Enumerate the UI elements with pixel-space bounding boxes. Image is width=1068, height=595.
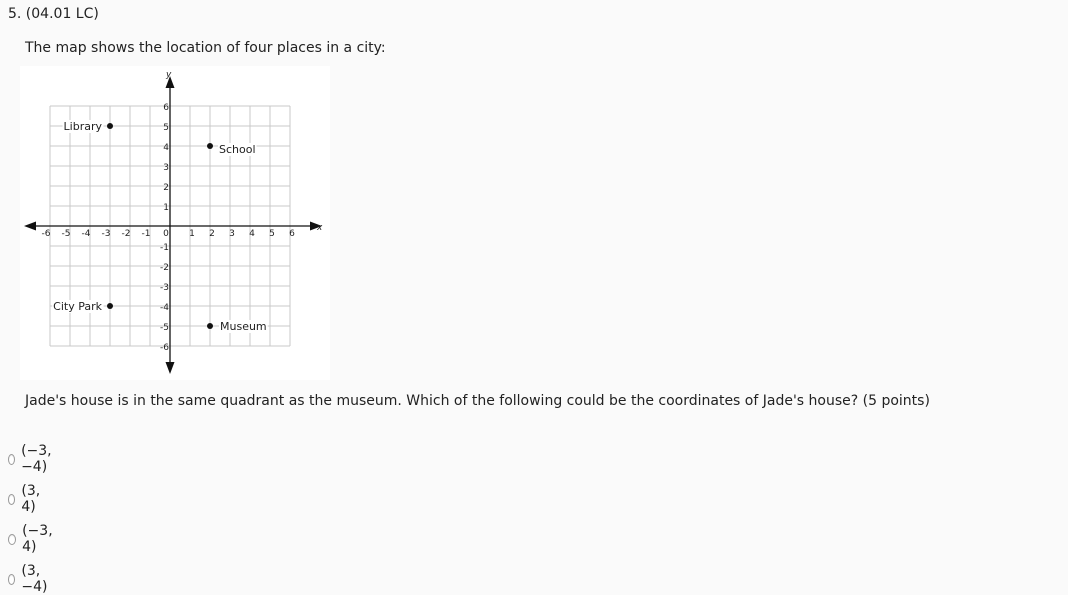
x-tick-label: 4 bbox=[249, 229, 255, 239]
point-label: Library bbox=[63, 120, 102, 133]
x-tick-label: 5 bbox=[269, 229, 275, 239]
y-tick-label: 6 bbox=[163, 103, 169, 113]
point-marker bbox=[107, 123, 113, 129]
question-prompt: The map shows the location of four places in a city: bbox=[25, 40, 386, 56]
x-tick-label: -2 bbox=[121, 229, 131, 239]
radio-button[interactable] bbox=[8, 494, 15, 505]
point-marker bbox=[207, 323, 213, 329]
choice-label: (−3, −4) bbox=[21, 443, 52, 475]
question-text: Jade's house is in the same quadrant as the museum. Which of the following could be the coordinates of Jade's house? (5 points) bbox=[25, 393, 930, 409]
choice-4[interactable] bbox=[8, 563, 51, 595]
y-tick-label: -4 bbox=[160, 303, 169, 313]
radio-button[interactable] bbox=[8, 574, 15, 585]
coordinate-map-svg bbox=[20, 66, 330, 380]
point-label: School bbox=[219, 143, 256, 156]
y-tick-label: 3 bbox=[163, 163, 169, 173]
x-tick-label: -5 bbox=[61, 229, 71, 239]
y-tick-label: 2 bbox=[163, 183, 169, 193]
x-tick-label: 0 bbox=[163, 229, 169, 239]
coordinate-map bbox=[20, 66, 330, 380]
radio-button[interactable] bbox=[8, 534, 16, 545]
choice-1[interactable] bbox=[8, 443, 56, 475]
x-tick-label: -1 bbox=[141, 229, 151, 239]
y-tick-label: -1 bbox=[160, 243, 169, 253]
y-tick-label: 5 bbox=[163, 123, 169, 133]
choice-label: (3, −4) bbox=[21, 563, 48, 595]
y-tick-label: -6 bbox=[160, 343, 169, 353]
x-tick-label: 2 bbox=[209, 229, 215, 239]
question-number: 5. (04.01 LC) bbox=[8, 6, 99, 22]
x-tick-label: -3 bbox=[101, 229, 111, 239]
choice-label: (−3, 4) bbox=[22, 523, 53, 555]
point-label: City Park bbox=[53, 300, 102, 313]
point-marker bbox=[207, 143, 213, 149]
y-tick-label: 4 bbox=[163, 143, 169, 153]
radio-button[interactable] bbox=[8, 454, 15, 465]
x-tick-label: 1 bbox=[189, 229, 195, 239]
x-axis-label: x bbox=[317, 223, 323, 233]
map-background bbox=[20, 66, 330, 380]
x-tick-label: 6 bbox=[289, 229, 295, 239]
y-tick-label: -2 bbox=[160, 263, 169, 273]
x-tick-label: -6 bbox=[41, 229, 51, 239]
choice-label: (3, 4) bbox=[21, 483, 41, 515]
y-axis-label: y bbox=[166, 70, 172, 80]
x-tick-label: -4 bbox=[81, 229, 91, 239]
choice-3[interactable] bbox=[8, 523, 56, 555]
point-label: Museum bbox=[220, 320, 267, 333]
choice-2[interactable] bbox=[8, 483, 44, 515]
x-tick-label: 3 bbox=[229, 229, 235, 239]
y-tick-label: -3 bbox=[160, 283, 169, 293]
point-marker bbox=[107, 303, 113, 309]
y-tick-label: -5 bbox=[160, 323, 169, 333]
y-tick-label: 1 bbox=[163, 203, 169, 213]
